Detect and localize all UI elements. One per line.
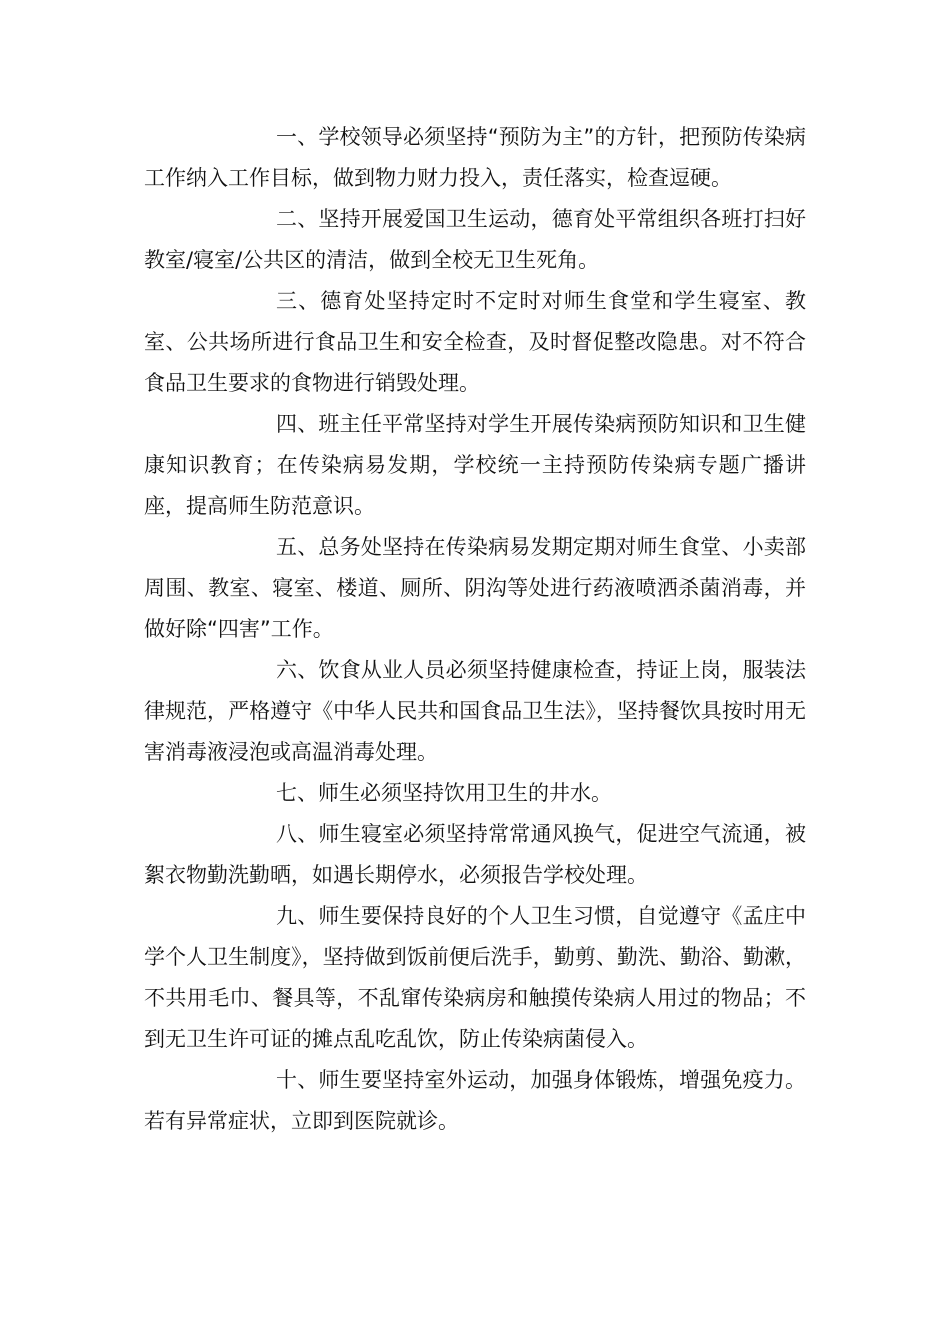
document-body xyxy=(144,117,806,1142)
paragraph-5: 五、总务处坚持在传染病易发期定期对师生食堂、小卖部周围、教室、寝室、楼道、厕所、阴沟等处进行药液喷洒杀菌消毒，并做好除“四害”工作。 xyxy=(144,535,806,641)
paragraph-1: 一、学校领导必须坚持“预防为主”的方针，把预防传染病工作纳入工作目标，做到物力财力投入，责任落实，检查逗硬。 xyxy=(144,125,806,190)
paragraph-10: 十、师生要坚持室外运动，加强身体锻炼，增强免疫力。若有异常症状，立即到医院就诊。 xyxy=(144,1068,806,1133)
paragraph-7: 七、师生必须坚持饮用卫生的井水。 xyxy=(276,781,612,805)
paragraph-8: 八、师生寝室必须坚持常常通风换气，促进空气流通，被絮衣物勤洗勤晒，如遇长期停水，必须报告学校处理。 xyxy=(144,822,806,887)
paragraph-3: 三、德育处坚持定时不定时对师生食堂和学生寝室、教室、公共场所进行食品卫生和安全检查，及时督促整改隐患。对不符合食品卫生要求的食物进行销毁处理。 xyxy=(144,289,806,395)
paragraph-9: 九、师生要保持良好的个人卫生习惯，自觉遵守《孟庄中学个人卫生制度》，坚持做到饭前便后洗手，勤剪、勤洗、勤浴、勤漱，不共用毛巾、餐具等，不乱窜传染病房和触摸传染病人用过的物品；不到无卫生许可证的摊点乱吃乱饮，防止传染病菌侵入。 xyxy=(144,904,806,1051)
paragraph-2: 二、坚持开展爱国卫生运动，德育处平常组织各班打扫好教室/寝室/公共区的清洁，做到全校无卫生死角。 xyxy=(144,207,806,272)
paragraph-6: 六、饮食从业人员必须坚持健康检查，持证上岗，服装法律规范，严格遵守《中华人民共和国食品卫生法》，坚持餐饮具按时用无害消毒液浸泡或高温消毒处理。 xyxy=(144,658,806,764)
paragraph-4: 四、班主任平常坚持对学生开展传染病预防知识和卫生健康知识教育；在传染病易发期，学校统一主持预防传染病专题广播讲座，提高师生防范意识。 xyxy=(144,412,806,518)
